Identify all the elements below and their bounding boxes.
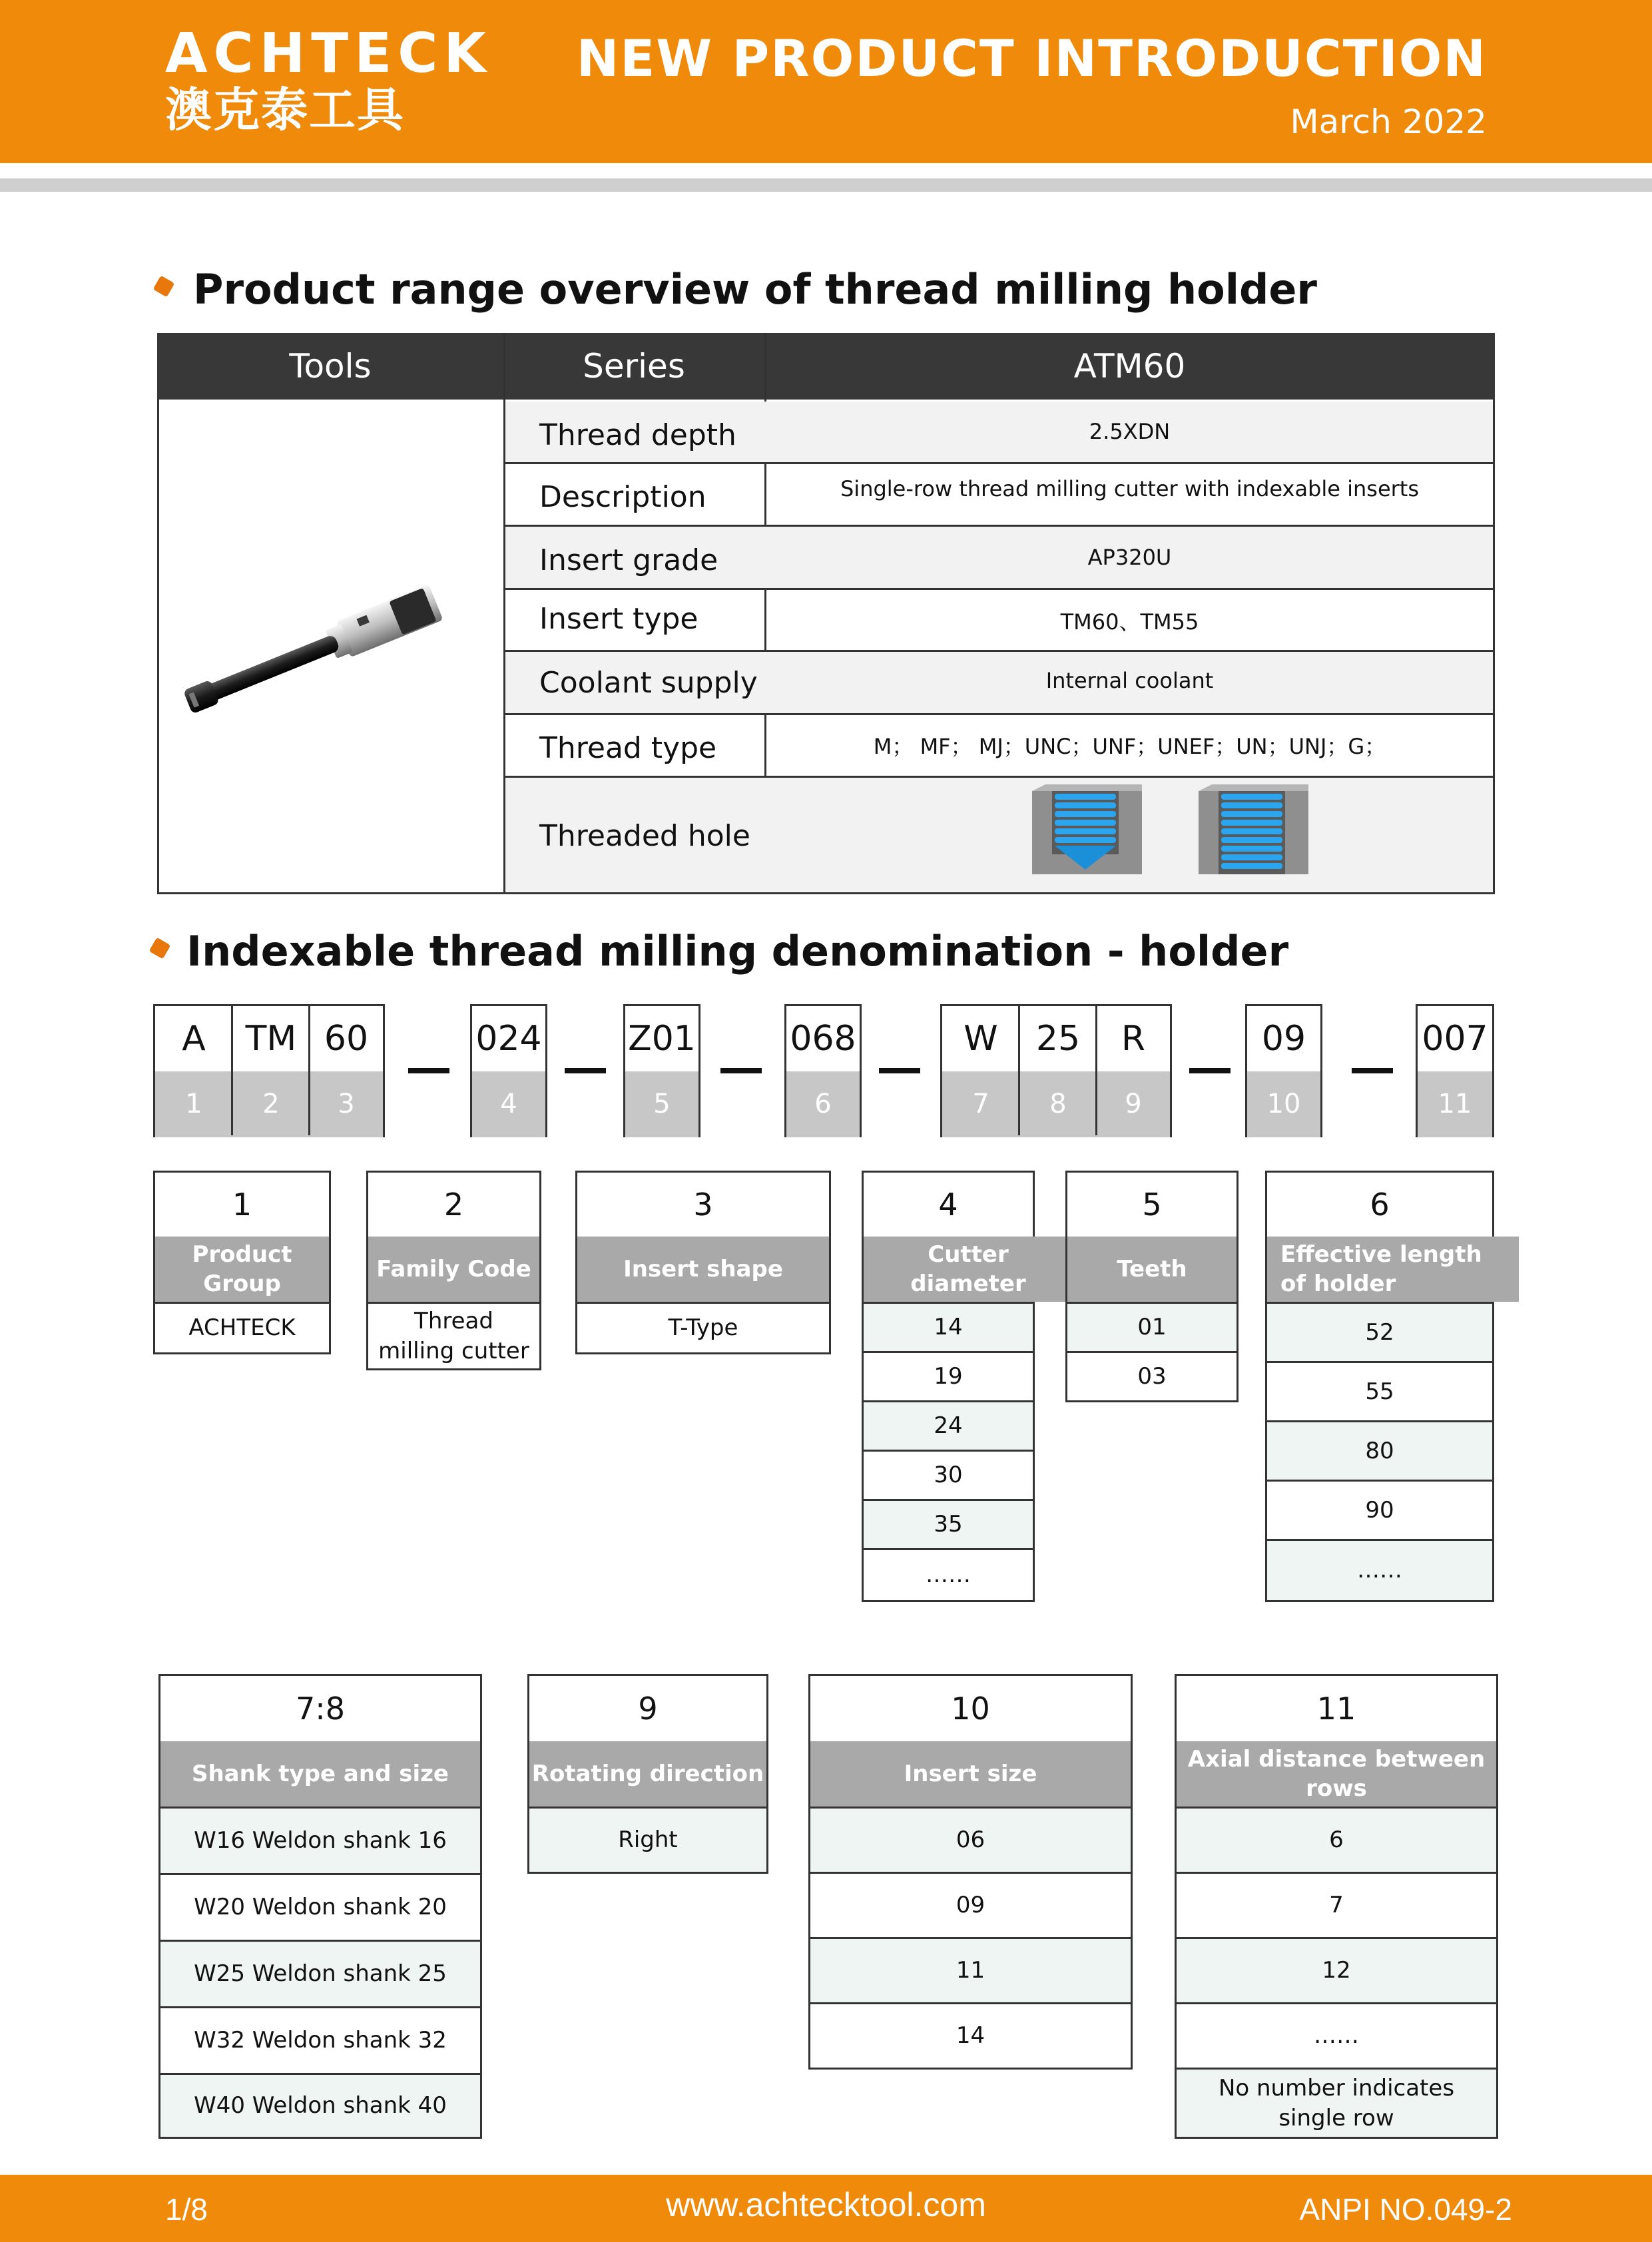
legend-effective-length (1265, 1171, 1494, 1602)
code-separator (1189, 1068, 1231, 1073)
legend-value: W16 Weldon shank 16 (160, 1807, 480, 1873)
code-divider (1018, 1006, 1020, 1135)
code-group-4 (470, 1004, 547, 1137)
code-position: 6 (786, 1071, 860, 1137)
code-separator (879, 1068, 920, 1073)
code-group-7-9 (940, 1004, 1172, 1137)
legend-number: 3 (693, 1187, 713, 1223)
blind-threaded-hole-icon (1032, 784, 1142, 878)
code-value: 25 (1019, 1006, 1097, 1071)
row-value-thread-depth: 2.5XDN (1089, 419, 1171, 444)
row-label-insert-type: Insert type (539, 602, 698, 636)
table-divider (503, 525, 1495, 527)
legend-value: 35 (864, 1499, 1033, 1548)
legend-shank-type (158, 1674, 482, 2139)
legend-value: Right (529, 1807, 766, 1872)
legend-title: Effective length of holder (1267, 1237, 1519, 1302)
row-value-description: Single-row thread milling cutter with indexable inserts (840, 476, 1420, 501)
code-value: 60 (310, 1006, 383, 1071)
legend-insert-shape (575, 1171, 831, 1354)
thread-mill-holder-image (173, 579, 459, 726)
legend-value: 55 (1267, 1361, 1492, 1420)
code-position: 5 (625, 1071, 698, 1137)
brand-logo-chinese: 澳克泰工具 (165, 83, 405, 137)
legend-value: 14 (810, 2002, 1131, 2068)
legend-product-group (153, 1171, 331, 1354)
code-position: 2 (232, 1071, 310, 1137)
section-bullet-icon (153, 276, 175, 298)
legend-value: 6 (1177, 1807, 1496, 1872)
legend-value: W20 Weldon shank 20 (160, 1873, 480, 1940)
code-value: 007 (1418, 1006, 1492, 1071)
legend-value: …… (1267, 1539, 1492, 1600)
legend-number: 11 (1316, 1691, 1356, 1727)
column-header-tools: Tools (289, 347, 372, 386)
legend-number: 9 (638, 1691, 658, 1727)
legend-teeth (1065, 1171, 1239, 1402)
legend-title: Cutter diameter (864, 1237, 1073, 1302)
code-value: R (1097, 1006, 1170, 1071)
code-position: 8 (1019, 1071, 1097, 1137)
code-value: Z01 (625, 1006, 698, 1071)
code-value: 068 (786, 1006, 860, 1071)
legend-title: Shank type and size (160, 1741, 480, 1807)
table-divider (503, 713, 1495, 715)
legend-title: Family Code (368, 1237, 539, 1302)
legend-title: Axial distance between rows (1177, 1741, 1496, 1807)
legend-value: 06 (810, 1807, 1131, 1872)
legend-title: Rotating direction (529, 1741, 766, 1807)
code-value: 024 (472, 1006, 545, 1071)
legend-insert-size (808, 1674, 1133, 2070)
code-separator (720, 1068, 762, 1073)
column-header-atm60: ATM60 (1073, 347, 1186, 386)
table-divider (503, 462, 1495, 464)
legend-value: 30 (864, 1450, 1033, 1499)
code-position: 9 (1097, 1071, 1170, 1137)
legend-value: 80 (1267, 1420, 1492, 1480)
legend-rotating-direction (527, 1674, 768, 1874)
code-group-5 (623, 1004, 700, 1137)
legend-family-code (366, 1171, 541, 1370)
legend-number: 2 (443, 1187, 464, 1223)
legend-title: Product Group (155, 1237, 329, 1302)
publication-date: March 2022 (1290, 103, 1487, 141)
legend-value: Thread milling cutter (368, 1302, 539, 1368)
legend-number: 1 (232, 1187, 252, 1223)
row-value-thread-type: M； MF； MJ；UNC；UNF；UNEF；UN；UNJ；G； (873, 734, 1386, 759)
legend-value: 90 (1267, 1480, 1492, 1539)
code-separator (408, 1068, 449, 1073)
code-divider (231, 1006, 233, 1135)
legend-value: T-Type (577, 1302, 829, 1352)
legend-number: 6 (1370, 1187, 1390, 1223)
page-number: 1/8 (165, 2192, 208, 2227)
legend-value: 12 (1177, 1937, 1496, 2002)
code-separator (565, 1068, 606, 1073)
code-position: 1 (155, 1071, 232, 1137)
legend-value: W32 Weldon shank 32 (160, 2006, 480, 2073)
legend-value: 24 (864, 1400, 1033, 1450)
row-value-coolant-supply: Internal coolant (1045, 668, 1214, 693)
legend-axial-distance (1175, 1674, 1498, 2139)
code-group-11 (1416, 1004, 1494, 1137)
code-divider (308, 1006, 310, 1135)
code-group-6 (784, 1004, 862, 1137)
legend-value: 14 (864, 1302, 1033, 1351)
section-heading-overview: Product range overview of thread milling holder (193, 265, 1317, 314)
legend-value: W25 Weldon shank 25 (160, 1940, 480, 2006)
row-label-threaded-hole: Threaded hole (539, 819, 750, 853)
legend-value: 09 (810, 1872, 1131, 1937)
section-bullet-icon (149, 938, 171, 960)
row-label-thread-depth: Thread depth (539, 418, 736, 452)
legend-value: No number indicates single row (1177, 2068, 1496, 2137)
code-value: TM (232, 1006, 310, 1071)
column-header-series: Series (583, 347, 685, 386)
code-group-10 (1245, 1004, 1322, 1137)
legend-value: 52 (1267, 1302, 1492, 1361)
legend-value: 19 (864, 1351, 1033, 1400)
row-label-description: Description (539, 480, 706, 514)
page-title: NEW PRODUCT INTRODUCTION (576, 29, 1487, 88)
legend-number: 10 (951, 1691, 990, 1727)
through-threaded-hole-icon (1199, 784, 1308, 878)
row-label-thread-type: Thread type (539, 731, 717, 765)
row-value-insert-type: TM60、TM55 (1060, 609, 1199, 635)
legend-number: 5 (1142, 1187, 1162, 1223)
code-value: W (942, 1006, 1019, 1071)
overview-table-header (157, 333, 1495, 400)
legend-value: ACHTECK (155, 1302, 329, 1352)
legend-value: 03 (1067, 1351, 1237, 1400)
legend-value: …… (864, 1548, 1033, 1600)
legend-value: 11 (810, 1937, 1131, 2002)
table-divider (503, 588, 1495, 590)
legend-number: 4 (938, 1187, 958, 1223)
code-position: 10 (1247, 1071, 1320, 1137)
legend-value: W40 Weldon shank 40 (160, 2073, 480, 2137)
row-value-insert-grade: AP320U (1087, 545, 1172, 570)
website-link[interactable]: www.achtecktool.com (666, 2186, 986, 2223)
code-position: 4 (472, 1071, 545, 1137)
table-divider (503, 776, 1495, 778)
legend-value: …… (1177, 2002, 1496, 2068)
section-heading-denomination: Indexable thread milling denomination - holder (186, 927, 1289, 976)
row-label-coolant-supply: Coolant supply (539, 666, 758, 700)
code-position: 11 (1418, 1071, 1492, 1137)
code-group-1-3 (153, 1004, 385, 1137)
legend-title: Teeth (1067, 1237, 1237, 1302)
code-position: 7 (942, 1071, 1019, 1137)
legend-number: 7:8 (295, 1691, 346, 1727)
code-divider (1095, 1006, 1097, 1135)
header-divider (0, 178, 1652, 192)
row-label-insert-grade: Insert grade (539, 543, 718, 577)
document-number: ANPI NO.049-2 (1299, 2192, 1512, 2227)
legend-value: 7 (1177, 1872, 1496, 1937)
legend-value: 01 (1067, 1302, 1237, 1351)
brand-logo-english: ACHTECK (165, 22, 492, 85)
legend-title: Insert shape (577, 1237, 829, 1302)
table-divider (503, 650, 1495, 652)
legend-title: Insert size (810, 1741, 1131, 1807)
code-separator (1352, 1068, 1393, 1073)
legend-cutter-diameter (862, 1171, 1035, 1602)
code-value: A (155, 1006, 232, 1071)
code-position: 3 (310, 1071, 383, 1137)
code-value: 09 (1247, 1006, 1320, 1071)
